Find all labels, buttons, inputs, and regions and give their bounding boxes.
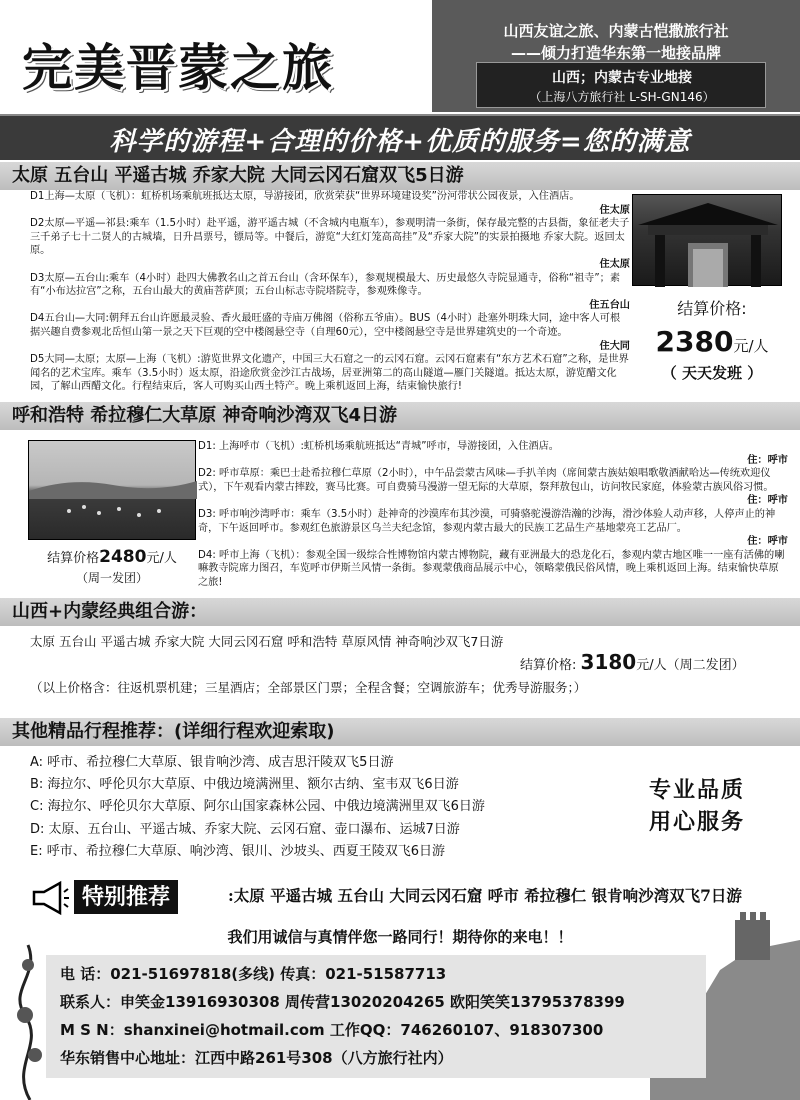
tour1-day: D1上海—太原（飞机）：虹桥机场乘航班抵达太原，导游接团，欣赏荣获“世界环境建设奖”汾河带状公园夜景，入住酒店。 住太原 [30, 191, 630, 216]
tour1-departure: （ 天天发班 ） [661, 364, 763, 382]
special-route: :太原 平遥古城 五台山 大同云冈石窟 呼市 希拉穆仁 银肯响沙湾双飞7日游 [228, 886, 742, 905]
agency-license-box [476, 62, 766, 108]
tour1-day: D5大同—太原；太原—上海（飞机）:游览世界文化遗产，中国三大石窟之一的云冈石窟。云冈石窟素有“东方艺术石窟”之称，是世界闻名的艺术宝库。乘车（3.5小时）返太原，沿途欣赏金沙江古战场，居亚洲第二的高山隧道—雁门关隧道。抵达太原，游览醋文化园，了解山西醋文化。行程结束后，客人可购买山西土特产。晚上乘机返回上海，结束愉快旅行! [30, 354, 629, 393]
header [0, 0, 800, 120]
other-routes-list [30, 752, 610, 863]
agency-license: （上海八方旅行社 L-SH-GN146） [529, 90, 715, 104]
promise-text: 我们用诚信与真情伴您一路同行！期待你的来电！！ [227, 928, 573, 946]
combo-includes: （以上价格含：往返机票机建；三星酒店；全部景区门票；全程含餐；空调旅游车；优秀导游服务；） [30, 680, 587, 695]
tour2-price: 结算价格2480元/人 [47, 547, 177, 567]
combo-route: 太原 五台山 平遥古城 乔家大院 大同云冈石窟 呼和浩特 草原风情 神奇响沙双飞7日游 [30, 634, 504, 649]
contact-people: 联系人：申笑金13916930308 周传营13020204265 欧阳笑笑13795378399 [60, 993, 625, 1011]
header-agency-panel [432, 0, 800, 112]
tour1-title: 太原 五台山 平遥古城 乔家大院 大同云冈石窟双飞5日游 [0, 162, 800, 190]
tour2-day: D4: 呼市上海（飞机）：参观全国一级综合性博物馆内蒙古博物院，藏有亚洲最大的恐龙化石，参观内蒙古地区唯一一座有活佛的喇嘛教寺院席力图召，车览呼市伊斯兰风情一条街。参观蒙俄商品展示中心，领略蒙俄民俗风情，晚上乘机返回上海。结束愉快草原之旅! [198, 549, 785, 588]
tour1-day: D3太原—五台山:乘车（4小时）赴四大佛教名山之首五台山（含环保车），参观规模最大、历史最悠久寺院显通寺，俗称“祖寺”；素有“小布达拉宫”之称，五台山最大的黄庙菩萨顶；五台山标志寺院塔院寺，参观殊像寺。 住五台山 [30, 272, 630, 311]
tour1-day: D4五台山—大同:朝拜五台山许愿最灵验、香火最旺盛的寺庙万佛阁（俗称五爷庙）。BUS（4小时）赴塞外明珠大同，途中客人可根据兴趣自费参观北岳恒山第一景之天下巨观的空中楼阁悬空寺（自理60元），空中楼阁悬空寺是世界建筑史的一个奇迹。 住大同 [30, 313, 630, 352]
list-item: B: 海拉尔、呼伦贝尔大草原、中俄边境满洲里、额尔古纳、室韦双飞6日游 [30, 777, 459, 793]
agency-names: 山西友谊之旅、内蒙古恺撒旅行社 [503, 22, 729, 40]
tour2-day: D1: 上海呼市（飞机）:虹桥机场乘航班抵达“青城”呼市，导游接团，入住酒店。 住：呼市 [198, 441, 788, 466]
tour2-day: D3: 呼市响沙湾呼市：乘车（3.5小时）赴神奇的沙漠库布其沙漠，可骑骆驼漫游浩瀚的沙海，滑沙体验人动声移，人停声止的神奇，下午返回呼市。参观红色旅游景区乌兰夫纪念馆，参观内蒙古最大的民族工艺品生产基地蒙亮工艺品厂。 住：呼市 [198, 508, 788, 548]
slogan: 科学的游程+合理的价格+优质的服务=您的满意 [109, 127, 691, 157]
brand-title: 完美晋蒙之旅 [22, 39, 334, 97]
list-item: D: 太原、五台山、平遥古城、乔家大院、云冈石窟、壶口瀑布、运城7日游 [30, 821, 460, 837]
contact-address: 华东销售中心地址：江西中路261号308（八方旅行社内） [60, 1049, 453, 1067]
tour1-itinerary [30, 190, 630, 394]
tour2-day: D2: 呼市草原：乘巴士赴希拉穆仁草原（2小时），中午品尝蒙古风味—手扒羊肉（席间蒙古族姑娘唱歌敬酒献哈达—传统欢迎仪式），下午观看内蒙古摔跤，赛马比赛。可自费骑马漫游一望无际的大草原，祭拜敖包山，访问牧民家庭，体验蒙古族风俗习惯。 住：呼市 [198, 468, 788, 507]
megaphone-icon [30, 880, 70, 916]
contact-box [46, 955, 706, 1078]
tour1-day: D2太原—平遥—祁县:乘车（1.5小时）赴平遥，游平遥古城（不含城内电瓶车），参观明清一条街，保存最完整的古县衙，象征老夫子三千弟子七十二贤人的古城墙，日升昌票号，镖局等。中餐后，游览“大红灯笼高高挂”及“乔家大院”的实景拍摄地 乔家大院。返回太原。 住太原 [30, 218, 630, 270]
combo-title: 山西+内蒙经典组合游： [0, 598, 800, 626]
tour2-itinerary [198, 440, 788, 590]
list-item: A: 呼市、希拉穆仁大草原、银肯响沙湾、成吉思汗陵双飞5日游 [30, 755, 394, 770]
agency-tagline: ——倾力打造华东第一地接品牌 [510, 44, 721, 62]
tour1-price: 2380元/人 [655, 325, 769, 358]
list-item: E: 呼市、希拉穆仁大草原、响沙湾、银川、沙坡头、西夏王陵双飞6日游 [30, 843, 445, 859]
tour1-price-label: 结算价格: [677, 299, 747, 318]
contact-msn: M S N：shanxinei@hotmail.com 工作QQ：746260107、918307300 [60, 1021, 604, 1039]
agency-specialty: 山西；内蒙古专业地接 [552, 70, 692, 86]
tour2-departure: （周一发团） [75, 571, 148, 585]
tour2-title: 呼和浩特 希拉穆仁大草原 神奇响沙湾双飞4日游 [0, 402, 800, 430]
combo-price: 结算价格: 3180元/人（周二发团） [520, 650, 745, 674]
other-title: 其他精品行程推荐：(详细行程欢迎索取) [0, 718, 800, 746]
slogan-bar [0, 114, 800, 160]
list-item: C: 海拉尔、呼伦贝尔大草原、阿尔山国家森林公园、中俄边境满洲里双飞6日游 [30, 799, 485, 815]
contact-phone: 电 话：021-51697818(多线) 传真：021-51587713 [60, 965, 447, 983]
temple-photo [632, 194, 782, 286]
special-tag: 特别推荐 [74, 880, 178, 914]
grassland-photo [28, 440, 196, 540]
quality-slogan: 专业品质 用心服务 [648, 778, 745, 835]
